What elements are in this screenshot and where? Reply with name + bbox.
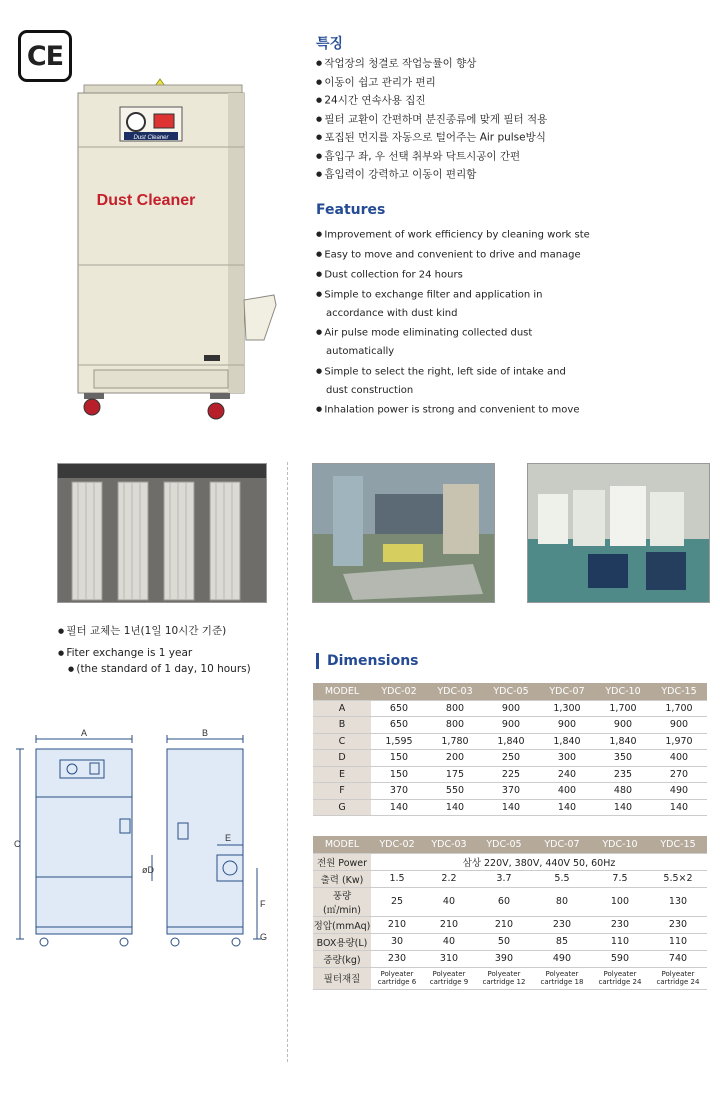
table-cell: 풍량 (㎥/min) <box>313 887 371 916</box>
table-cell: 1,700 <box>651 700 707 717</box>
factory-photo-2 <box>527 463 710 603</box>
table-cell: A <box>313 700 371 717</box>
table-cell: 140 <box>595 799 651 816</box>
list-item: ● 흡입구 좌, 우 선택 취부와 닥트시공이 간편 <box>316 147 696 166</box>
features-en-title: Features <box>316 202 386 218</box>
table-row <box>313 799 707 816</box>
table-row <box>313 950 707 967</box>
features-en-list <box>316 225 706 420</box>
filter-material-bottom: cartridge 12 <box>482 978 526 986</box>
table-cell: 1,840 <box>539 733 595 750</box>
table-cell: 550 <box>427 783 483 800</box>
table-cell: 40 <box>423 933 475 950</box>
dimension-drawing <box>12 727 272 957</box>
table-cell: 25 <box>371 887 423 916</box>
list-item: ● 작업장의 청결로 작업능률이 향상 <box>316 54 696 73</box>
table-cell: 50 <box>475 933 533 950</box>
list-item: ● Improvement of work efficiency by cleaning work ste <box>316 225 706 245</box>
table-cell: 출력 (Kw) <box>313 870 371 887</box>
table-cell: 1,300 <box>539 700 595 717</box>
table-cell: 400 <box>651 750 707 767</box>
table-cell: D <box>313 750 371 767</box>
table-cell <box>533 967 591 989</box>
table-cell: 150 <box>371 750 427 767</box>
table-cell: 1,700 <box>595 700 651 717</box>
filter-cartridge-photo <box>57 463 267 603</box>
table-row <box>313 783 707 800</box>
filter-material-top: Polyeater <box>603 970 637 978</box>
table-cell: 235 <box>595 766 651 783</box>
filter-material-top: Polyeater <box>487 970 521 978</box>
filter-material-top: Polyeater <box>661 970 695 978</box>
table-cell: 490 <box>651 783 707 800</box>
table-cell: 140 <box>427 799 483 816</box>
table-cell: 230 <box>371 950 423 967</box>
list-item: ● 이동이 쉽고 관리가 편리 <box>316 73 696 92</box>
dim-label-c: C <box>14 839 21 849</box>
table-cell: 1,840 <box>595 733 651 750</box>
table-cell: 650 <box>371 700 427 717</box>
table-row <box>313 750 707 767</box>
dim-label-b: B <box>201 728 209 738</box>
table-header-cell: MODEL <box>313 836 371 853</box>
table-cell: 7.5 <box>591 870 649 887</box>
table-header-row <box>313 683 707 700</box>
filter-material-bottom: cartridge 6 <box>377 978 417 986</box>
table-cell: 350 <box>595 750 651 767</box>
table-cell: G <box>313 799 371 816</box>
table-cell: 210 <box>371 916 423 933</box>
table-row <box>313 870 707 887</box>
table-cell: 240 <box>539 766 595 783</box>
table-cell: 1.5 <box>371 870 423 887</box>
table-header-cell: YDC-10 <box>595 683 651 700</box>
table-header-cell: YDC-15 <box>651 683 707 700</box>
table-cell: 590 <box>591 950 649 967</box>
table-cell: C <box>313 733 371 750</box>
filter-material-top: Polyeater <box>432 970 466 978</box>
table-cell: 900 <box>539 717 595 734</box>
table-cell: 210 <box>475 916 533 933</box>
table-cell: 1,780 <box>427 733 483 750</box>
table-cell: 30 <box>371 933 423 950</box>
list-item: ● 포집된 먼지를 자동으로 털어주는 Air pulse방식 <box>316 128 696 147</box>
table-cell: E <box>313 766 371 783</box>
table-cell: 85 <box>533 933 591 950</box>
table-cell: 210 <box>423 916 475 933</box>
dim-label-d: øD <box>142 865 154 875</box>
gauge-icon <box>127 113 145 131</box>
filter-material-bottom: cartridge 24 <box>656 978 700 986</box>
table-cell: 전원 Power <box>313 853 371 870</box>
table-row <box>313 916 707 933</box>
table-cell: 중량(kg) <box>313 950 371 967</box>
list-item: ● Dust collection for 24 hours <box>316 265 706 285</box>
table-cell: 130 <box>649 887 707 916</box>
table-row <box>313 853 707 870</box>
table-cell <box>475 967 533 989</box>
table-cell: 삼상 220V, 380V, 440V 50, 60Hz <box>371 853 707 870</box>
table-cell: BOX용량(L) <box>313 933 371 950</box>
table-cell: F <box>313 783 371 800</box>
filter-material-top: Polyeater <box>545 970 579 978</box>
table-cell: 230 <box>591 916 649 933</box>
dim-label-e: E <box>225 833 232 843</box>
specs-table <box>313 836 707 990</box>
table-cell: B <box>313 717 371 734</box>
table-cell: 900 <box>651 717 707 734</box>
table-cell: 5.5×2 <box>649 870 707 887</box>
filter-material-bottom: cartridge 24 <box>598 978 642 986</box>
table-cell: 80 <box>533 887 591 916</box>
table-row <box>313 700 707 717</box>
table-header-cell: YDC-07 <box>533 836 591 853</box>
table-cell <box>649 967 707 989</box>
table-cell <box>371 967 423 989</box>
table-cell: 250 <box>483 750 539 767</box>
table-cell: 740 <box>649 950 707 967</box>
list-item: ● Air pulse mode eliminating collected dust automatically <box>316 323 556 361</box>
panel-label: Dust Cleaner <box>133 135 169 141</box>
list-item: ● Simple to exchange filter and application in accordance with dust kind <box>316 285 571 323</box>
table-cell: 270 <box>651 766 707 783</box>
list-item: ● 필터 교환이 간편하며 분진종류에 맞게 필터 적용 <box>316 110 696 129</box>
table-header-cell: YDC-03 <box>427 683 483 700</box>
filter-note-en-line1: Fiter exchange is 1 year <box>66 647 193 659</box>
table-cell: 390 <box>475 950 533 967</box>
table-cell: 정압(mmAq) <box>313 916 371 933</box>
table-cell: 400 <box>539 783 595 800</box>
table-cell: 650 <box>371 717 427 734</box>
filter-material-bottom: cartridge 9 <box>429 978 469 986</box>
filter-note <box>58 623 251 677</box>
table-header-cell: YDC-15 <box>649 836 707 853</box>
table-cell: 5.5 <box>533 870 591 887</box>
table-cell: 60 <box>475 887 533 916</box>
table-row <box>313 887 707 916</box>
table-cell: 필터재질 <box>313 967 371 989</box>
table-cell: 800 <box>427 700 483 717</box>
table-row <box>313 967 707 989</box>
table-cell: 140 <box>483 799 539 816</box>
table-cell: 175 <box>427 766 483 783</box>
list-item: ● Simple to select the right, left side of intake and dust construction <box>316 362 581 400</box>
dimensions-title: Dimensions <box>316 653 419 669</box>
table-header-cell: YDC-05 <box>483 683 539 700</box>
table-cell: 370 <box>371 783 427 800</box>
table-cell: 150 <box>371 766 427 783</box>
table-cell: 40 <box>423 887 475 916</box>
table-cell: 110 <box>591 933 649 950</box>
filter-material-bottom: cartridge 18 <box>540 978 584 986</box>
list-item: ● 24시간 연속사용 집진 <box>316 91 696 110</box>
table-cell: 370 <box>483 783 539 800</box>
table-header-cell: YDC-05 <box>475 836 533 853</box>
table-cell: 900 <box>483 717 539 734</box>
product-brand-label: Dust Cleaner <box>96 192 196 209</box>
table-cell: 140 <box>539 799 595 816</box>
table-cell: 230 <box>533 916 591 933</box>
wheel-icon <box>84 399 100 415</box>
table-cell: 2.2 <box>423 870 475 887</box>
table-cell: 100 <box>591 887 649 916</box>
table-cell: 225 <box>483 766 539 783</box>
table-header-cell: YDC-03 <box>423 836 475 853</box>
filter-note-en <box>58 645 251 661</box>
factory-photo-1 <box>312 463 495 603</box>
table-row <box>313 733 707 750</box>
list-item: ● Inhalation power is strong and convenient to move <box>316 400 706 420</box>
table-cell: 110 <box>649 933 707 950</box>
filter-material-top: Polyeater <box>380 970 414 978</box>
table-cell: 800 <box>427 717 483 734</box>
filter-note-en-2: ● (the standard of 1 day, 10 hours) <box>58 661 251 677</box>
table-cell: 230 <box>649 916 707 933</box>
table-cell <box>591 967 649 989</box>
table-cell: 900 <box>595 717 651 734</box>
table-cell: 1,970 <box>651 733 707 750</box>
table-cell: 900 <box>483 700 539 717</box>
dim-label-a: A <box>80 728 88 738</box>
table-header-cell: YDC-02 <box>371 836 423 853</box>
table-cell: 490 <box>533 950 591 967</box>
dimensions-table <box>313 683 707 816</box>
table-cell: 310 <box>423 950 475 967</box>
features-ko-title: 특징 <box>316 36 344 52</box>
list-item: ● 흡입력이 강력하고 이동이 편리함 <box>316 165 696 184</box>
list-item: ● Easy to move and convenient to drive and manage <box>316 245 706 265</box>
dim-label-f: F <box>260 899 266 909</box>
table-header-cell: MODEL <box>313 683 371 700</box>
dim-label-g: G <box>260 932 268 942</box>
table-header-row <box>313 836 707 853</box>
table-cell: 140 <box>371 799 427 816</box>
table-header-cell: YDC-10 <box>591 836 649 853</box>
table-cell <box>423 967 475 989</box>
table-header-cell: YDC-07 <box>539 683 595 700</box>
table-header-cell: YDC-02 <box>371 683 427 700</box>
table-cell: 300 <box>539 750 595 767</box>
table-cell: 1,840 <box>483 733 539 750</box>
filter-note-ko: ● 필터 교체는 1년(1일 10시간 기준) <box>58 623 251 639</box>
table-row <box>313 766 707 783</box>
table-cell: 200 <box>427 750 483 767</box>
wheel-icon <box>208 403 224 419</box>
table-row <box>313 717 707 734</box>
table-cell: 140 <box>651 799 707 816</box>
table-cell: 1,595 <box>371 733 427 750</box>
table-cell: 3.7 <box>475 870 533 887</box>
product-image <box>64 55 284 425</box>
ce-mark: CE <box>18 30 72 82</box>
divider <box>287 462 288 1062</box>
table-row <box>313 933 707 950</box>
features-ko-list <box>316 54 696 184</box>
table-cell: 480 <box>595 783 651 800</box>
